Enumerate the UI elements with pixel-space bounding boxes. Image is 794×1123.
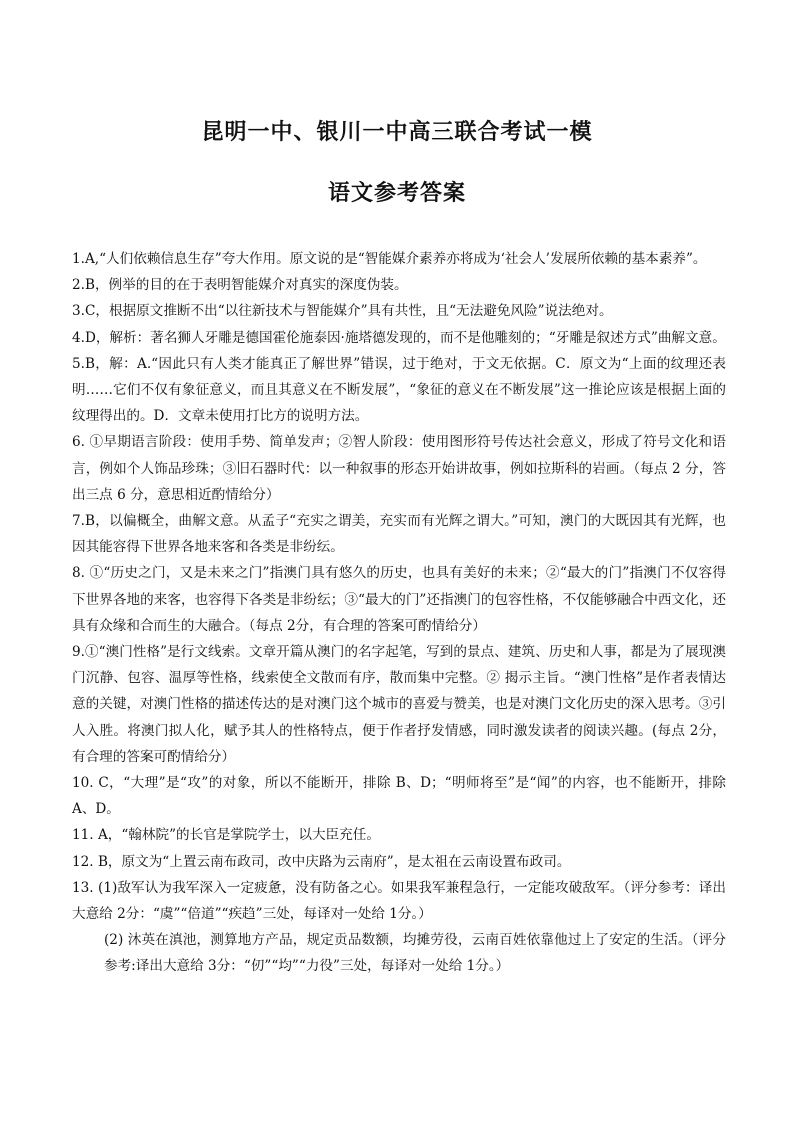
answer-item: 6. ①早期语言阶段：使用手势、简单发声；②智人阶段：使用图形符号传达社会意义，形成了符号文化和语言，例如个人饰品珍珠；③旧石器时代：以一种叙事的形态开始讲故事，例如拉斯科的岩画。（每点 2 分，答出三点 6 分，意思相近酌情给分） [72, 434, 726, 503]
answer-item: 9.①“澳门性格”是行文线索。文章开篇从澳门的名字起笔，写到的景点、建筑、历史和人事，都是为了展现澳门沉静、包容、温厚等性格，线索使全文散而有序，散而集中完整。② 揭示主旨。“澳门性格”是作者表情达意的关键，对澳门性格的描述传达的是对澳门这个城市的喜爱与赞美，也是对澳门文化历史的深入思考。③引人入胜。将澳门拟人化，赋予其人的性格特点，便于作者抒发情感，同时激发读者的阅读兴趣。(每点 2分，有合理的答案可酌情给分） [72, 644, 726, 765]
answer-item: 3.C，根据原文推断不出“以往新技术与智能媒介”具有共性，且“无法避免风险”说法绝对。 [72, 303, 613, 320]
page-subtitle: 语文参考答案 [327, 180, 466, 206]
answer-item: 8. ①“历史之门，又是未来之门”指澳门具有悠久的历史，也具有美好的未来；②“最大的门”指澳门不仅容得下世界各地的来客，也容得下各类是非纷纭；③“最大的门”还指澳门的包容性格，不仅能够融合中西文化，还具有众缘和合而生的大融合。（每点 2分，有合理的答案可酌情给分） [72, 565, 726, 634]
answer-item: 2.B，例举的目的在于表明智能媒介对真实的深度伪装。 [72, 277, 408, 294]
answer-item: 10. C，“大理”是“攻”的对象，所以不能断开，排除 B、D；“明师将至”是“闻”的内容，也不能断开，排除 A、D。 [72, 775, 726, 818]
answer-item: 5.B，解：A.“因此只有人类才能真正了解世界”错误，过于绝对，于文无依据。C．原文为“上面的纹理还表明……它们不仅有象征意义，而且其意义在不断发展”，“象征的意义在不断发展”这一推论应该是根据上面的纹理得出的。D．文章未使用打比方的说明方法。 [72, 355, 726, 425]
page-title: 昆明一中、银川一中高三联合考试一模 [201, 119, 593, 145]
answer-item: 4.D，解析：著名狮人牙雕是德国霍伦施泰因·施塔德发现的，而不是他雕刻的；“牙雕是叙述方式”曲解文意。 [72, 329, 726, 346]
answer-item: 11. A，“翰林院”的长官是掌院学士，以大臣充任。 [72, 827, 380, 844]
answer-item: 1.A,“人们依赖信息生存”夸大作用。原文说的是“智能媒介素养亦将成为‘社会人’发展所依赖的基本素养”。 [72, 251, 707, 267]
answer-item-13-part2: (2) 沐英在滇池，测算地方产品，规定贡品数额，均摊劳役，云南百姓依靠他过上了安定的生活。（评分参考:译出大意给 3分：“仞”“均”“力役”三处，每译对一处给 1分。） [104, 932, 726, 975]
answer-list [72, 246, 726, 980]
answer-item: 13. (1)敌军认为我军深入一定疲惫，没有防备之心。如果我军兼程急行，一定能攻破敌军。（评分参考：译出大意给 2分：“虞”“倍道”“疾趋”三处，每译对一处给 1分。） [72, 879, 726, 923]
answer-item: 12. B，原文为“上置云南布政司，改中庆路为云南府”，是太祖在云南设置布政司。 [72, 853, 571, 870]
answer-item: 7.B，以偏概全，曲解文意。从孟子“充实之谓美，充实而有光辉之谓大。”可知，澳门的大既因其有光辉，也因其能容得下世界各地来客和各类是非纷纭。 [72, 513, 726, 556]
